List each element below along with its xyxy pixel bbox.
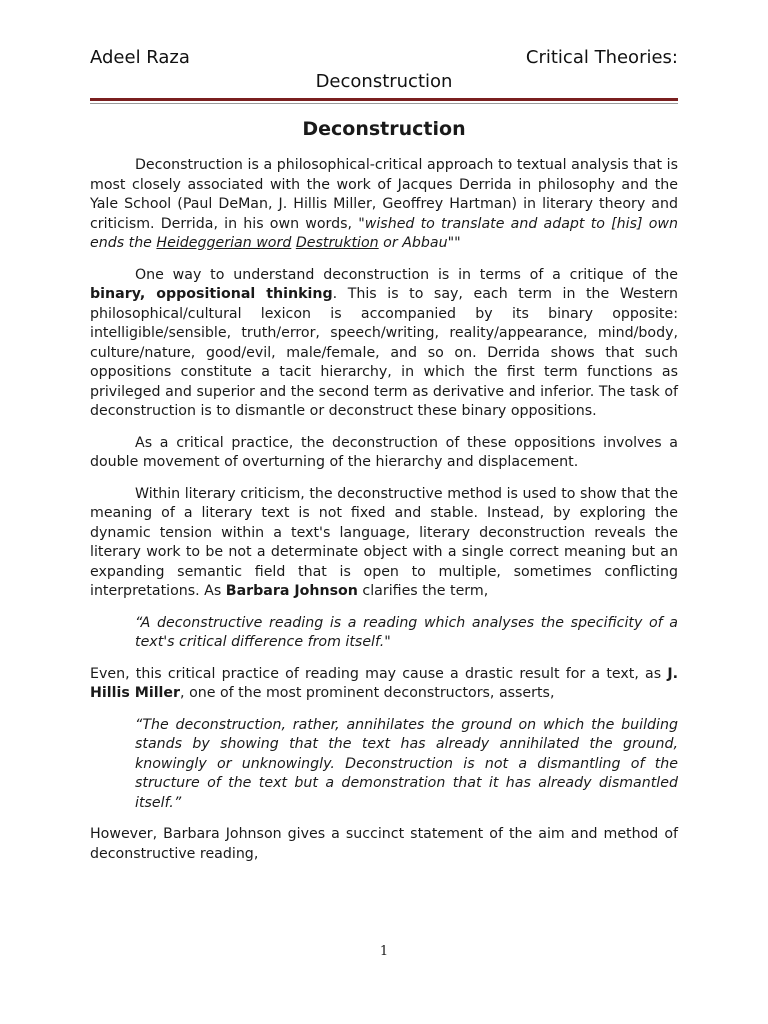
quote-2: “The deconstruction, rather, annihilates the ground on which the building stands by showing that the text has already annihilated the ground, knowingly or unknowingly. Deconstruction is not a dismantling of the structure of the text but a demonstration that it has already dismantled itself.” — [135, 716, 678, 811]
p1-link-heideggerian[interactable]: Heideggerian word — [156, 235, 292, 251]
p1-abbau: or Abbau — [378, 235, 448, 251]
document-title: Deconstruction — [302, 118, 466, 140]
paragraph-4: Within literary criticism, the deconstructive method is used to show that the meaning of a literary text is not fixed and stable. Instead, by exploring the dynamic tension within a text's language, literary deconstruction reveals the literary work to be not a determinate object with a single correct meaning but an expanding semantic field that is open to multiple, sometimes conflicting interpretations. As Barbara Johnson clarifies the term, — [90, 485, 678, 599]
quote-1: “A deconstructive reading is a reading which analyses the specificity of a text's critical difference from itself." — [135, 614, 678, 650]
p5-bold-name: J. Hillis Miller — [90, 665, 678, 701]
p1-text: Deconstruction is a philosophical-critical approach to textual analysis that is most closely associated with the work of Jacques Derrida in philosophy and the Yale School (Paul DeMan, J. Hillis Miller, Geoffrey Hartman) in literary theory and criticism. Derrida, in his own words, " — [90, 157, 678, 232]
document-body — [90, 156, 678, 876]
p1-quote: wished to translate and adapt to [his] own ends the — [90, 215, 678, 251]
p4-bold-name: Barbara Johnson — [225, 583, 358, 599]
page-header — [90, 46, 678, 94]
header-rule-thin — [90, 103, 678, 104]
header-topic: Deconstruction — [315, 71, 453, 92]
p2-bold-term: binary, oppositional thinking — [90, 286, 333, 302]
page-number: 1 — [379, 944, 389, 959]
p1-link-destruktion[interactable]: Destruktion — [295, 235, 379, 251]
header-course: Critical Theories: — [525, 47, 678, 68]
paragraph-6: However, Barbara Johnson gives a succinct statement of the aim and method of deconstructive reading, — [90, 826, 678, 862]
paragraph-2: One way to understand deconstruction is in terms of a critique of the binary, oppositional thinking. This is to say, each term in the Western philosophical/cultural lexicon is accompanied by its binary opposite: intelligible/sensible, truth/error, speech/writing, reality/appearance, mind/body, culture/nature, good/evil, male/female, and so on. Derrida shows that such oppositions constitute a tacit hierarchy, in which the first term functions as privileged and superior and the second term as derivative and inferior. The task of deconstruction is to dismantle or deconstruct these binary oppositions. — [90, 266, 679, 419]
header-author: Adeel Raza — [90, 47, 190, 68]
paragraph-5: Even, this critical practice of reading may cause a drastic result for a text, as J. Hillis Miller, one of the most prominent deconstructors, asserts, — [90, 665, 678, 701]
paragraph-1: Deconstruction is a philosophical-critical approach to textual analysis that is most closely associated with the work of Jacques Derrida in philosophy and the Yale School (Paul DeMan, J. Hillis Miller, Geoffrey Hartman) in literary theory and criticism. Derrida, in his own words, "wished to translate and adapt to [his] own ends the Heideggerian word Destruktion or Abbau"" — [90, 157, 678, 251]
paragraph-3: As a critical practice, the deconstruction of these oppositions involves a double movement of overturning of the hierarchy and displacement. — [90, 434, 678, 470]
header-rule — [90, 98, 678, 101]
